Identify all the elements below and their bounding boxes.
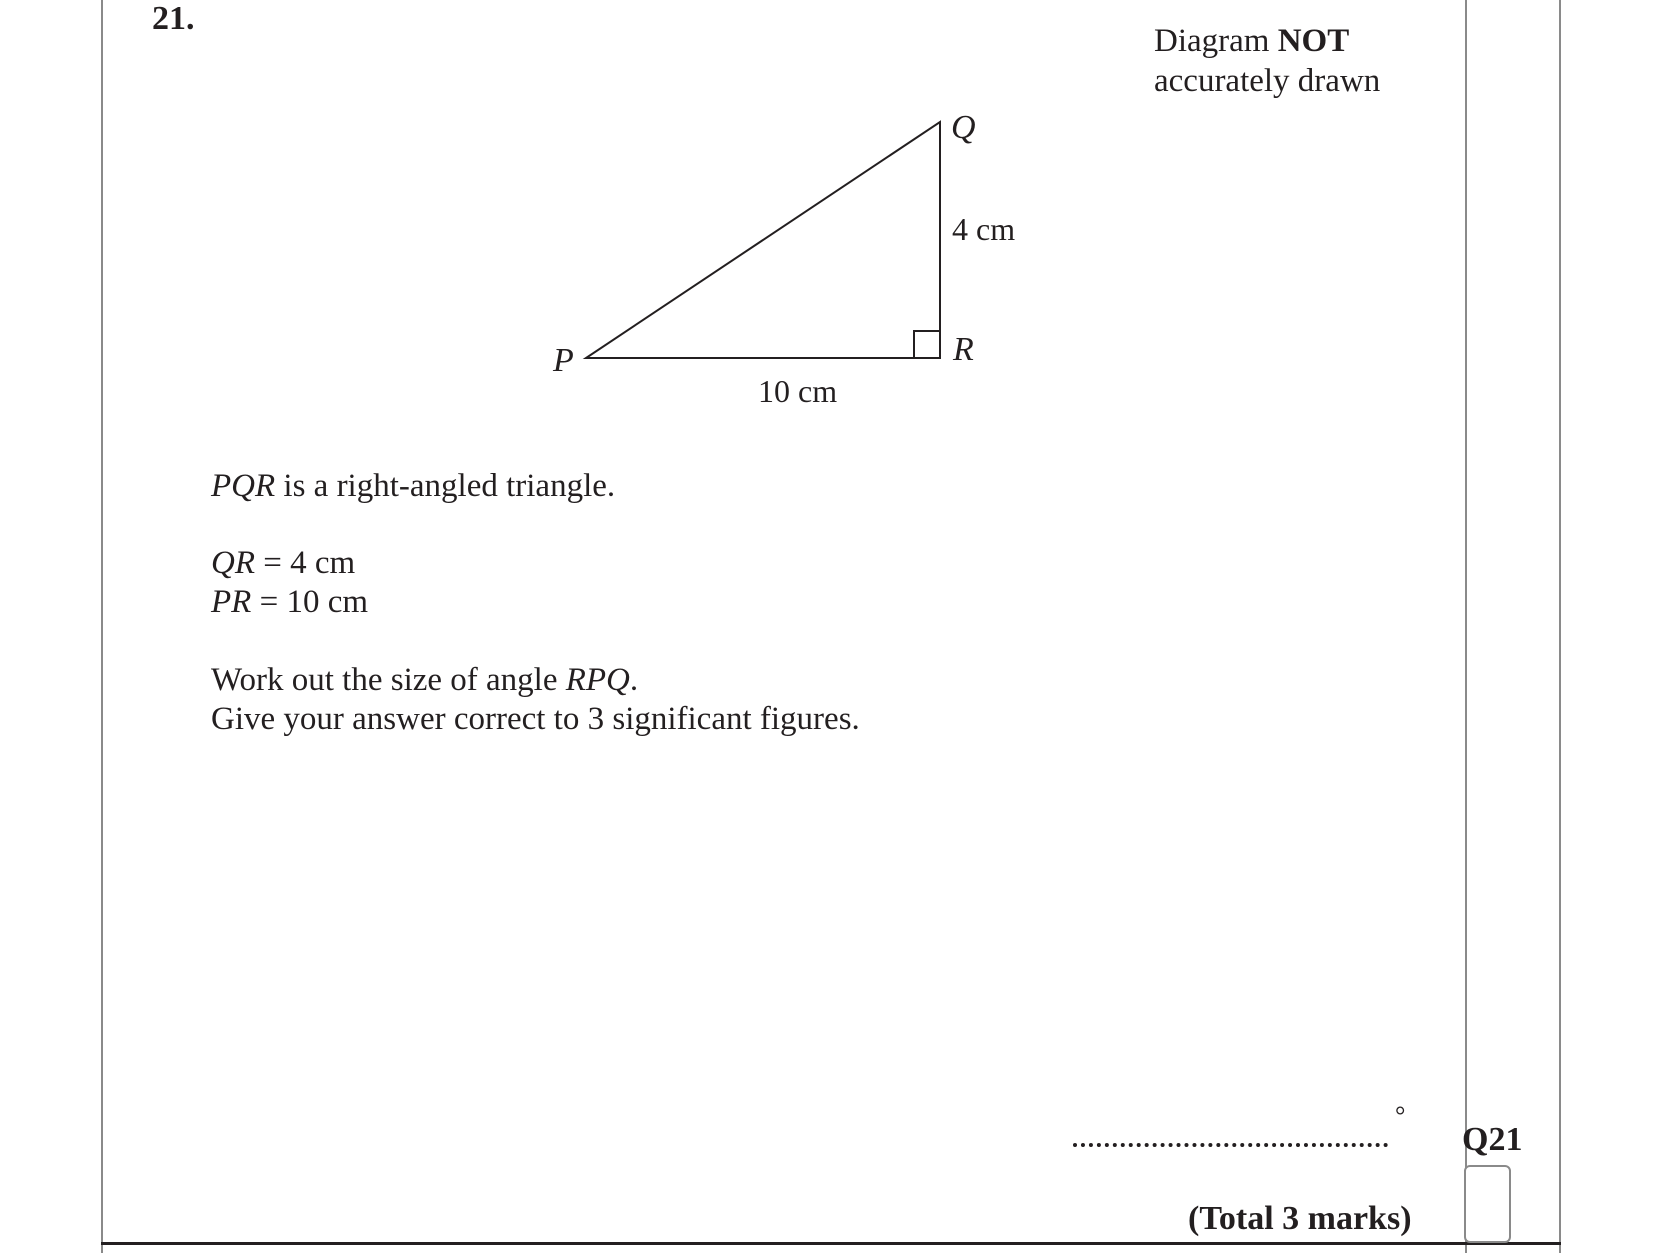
right-angle-marker <box>914 331 940 358</box>
marks-box <box>1464 1165 1511 1243</box>
given-qr <box>211 543 355 583</box>
task-prefix: Work out the size of angle <box>211 662 566 698</box>
diagram-note-prefix: Diagram <box>1154 23 1278 59</box>
task-angle-name: RPQ <box>565 662 630 698</box>
answer-line[interactable] <box>1073 1143 1388 1147</box>
answer-degree-symbol: ° <box>1395 1101 1406 1130</box>
given-pr-name: PR <box>211 584 252 620</box>
vertex-label-r: R <box>953 331 974 368</box>
statement-triangle-name: PQR <box>211 468 276 504</box>
given-pr <box>211 582 368 622</box>
diagram-note-suffix: accurately drawn <box>1154 63 1381 99</box>
triangle-pqr <box>586 122 940 358</box>
statement-text: is a right-angled triangle. <box>275 468 616 504</box>
given-qr-name: QR <box>211 545 255 581</box>
task-line-1 <box>211 660 638 700</box>
margin-question-label: Q21 <box>1462 1121 1523 1158</box>
vertex-label-q: Q <box>951 109 976 146</box>
statement-line <box>211 466 615 506</box>
question-number: 21. <box>152 0 195 37</box>
given-qr-value: = 4 cm <box>255 545 356 581</box>
given-pr-value: = 10 cm <box>251 584 369 620</box>
side-label-qr: 4 cm <box>952 211 1016 247</box>
task-line-2: Give your answer correct to 3 significant figures. <box>211 701 860 737</box>
task-suffix: . <box>629 662 639 698</box>
total-marks: (Total 3 marks) <box>1188 1200 1412 1237</box>
diagram-note-emphasis: NOT <box>1277 23 1350 59</box>
side-label-pr: 10 cm <box>758 373 838 409</box>
vertex-label-p: P <box>553 342 574 379</box>
